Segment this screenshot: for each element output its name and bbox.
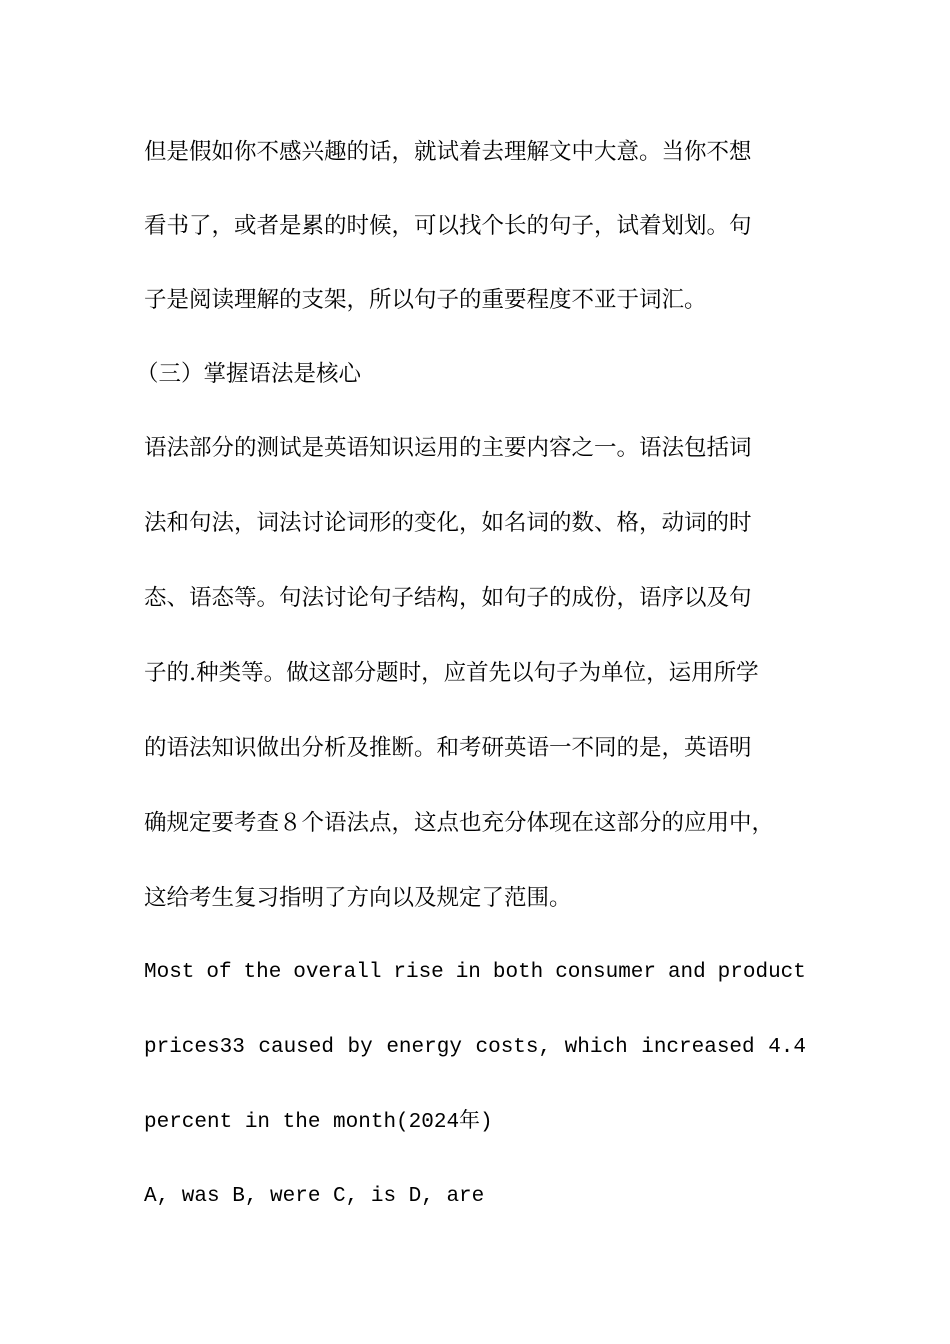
question-word: in [455, 961, 481, 984]
question-word: rise [393, 961, 444, 984]
question-word: product [717, 961, 806, 984]
paragraph-1-line-1: 但是假如你不感兴趣的话，就试着去理解文中大意。当你不想 [144, 139, 752, 165]
question-line-1 [144, 958, 806, 988]
question-line-2 [144, 1033, 806, 1063]
question-word: Most [144, 961, 195, 984]
question-word: 4.4 [768, 1036, 806, 1059]
question-word: both [492, 961, 544, 984]
question-word: and [667, 961, 706, 984]
question-word: by [347, 1036, 373, 1059]
paragraph-2-line-7: 这给考生复习指明了方向以及规定了范围。 [144, 885, 572, 911]
paragraph-2-line-2: 法和句法，词法讨论词形的变化，如名词的数、格，动词的时 [144, 510, 752, 536]
question-word: prices33 [144, 1036, 245, 1059]
question-word: which [564, 1036, 628, 1059]
question-word: the [243, 961, 282, 984]
answer-options: A, was B, were C, is D, are [144, 1185, 485, 1208]
question-word: consumer [555, 961, 657, 984]
paragraph-2-line-4: 子的.种类等。做这部分题时，应首先以句子为单位，运用所学 [144, 660, 759, 686]
paragraph-1-line-3: 子是阅读理解的支架，所以句子的重要程度不亚于词汇。 [144, 287, 707, 313]
question-word: energy [386, 1036, 462, 1059]
paragraph-2-line-1: 语法部分的测试是英语知识运用的主要内容之一。语法包括词 [144, 435, 752, 461]
section-heading: （三）掌握语法是核心 [136, 361, 362, 387]
question-word: caused [258, 1036, 334, 1059]
paragraph-1-line-2: 看书了，或者是累的时候，可以找个长的句子，试着划划。句 [144, 213, 752, 239]
question-word: costs, [475, 1036, 552, 1059]
paragraph-2-line-3: 态、语态等。句法讨论句子结构，如句子的成份，语序以及句 [144, 585, 752, 611]
question-word: of [206, 961, 232, 984]
question-line-3: percent in the month(2024年) [144, 1111, 493, 1134]
paragraph-2-line-5: 的语法知识做出分析及推断。和考研英语一不同的是，英语明 [144, 735, 752, 761]
question-word: overall [293, 961, 382, 984]
question-word: increased [641, 1036, 755, 1059]
paragraph-2-line-6: 确规定要考查８个语法点，这点也充分体现在这部分的应用中， [144, 810, 775, 836]
